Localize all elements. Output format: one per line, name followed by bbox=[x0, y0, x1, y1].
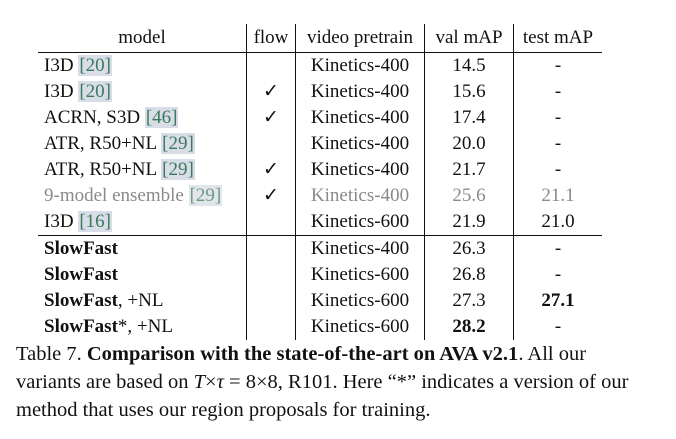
pretrain-cell: Kinetics-600 bbox=[296, 209, 425, 236]
test-map-cell: - bbox=[554, 264, 562, 285]
math-times: × bbox=[205, 371, 217, 393]
model-name: SlowFast bbox=[44, 290, 118, 311]
table-row bbox=[38, 314, 602, 340]
model-suffix: *, +NL bbox=[117, 316, 173, 337]
header-video-pretrain: video pretrain bbox=[296, 24, 425, 53]
test-map-cell: 21.0 bbox=[541, 211, 575, 232]
flow-checkmark: ✓ bbox=[247, 157, 296, 183]
model-name: ATR, R50+NL bbox=[44, 133, 162, 154]
test-map-cell: - bbox=[554, 133, 562, 154]
citation-link[interactable]: [46] bbox=[145, 107, 178, 128]
model-name: I3D bbox=[44, 81, 79, 102]
header-flow: flow bbox=[247, 24, 296, 53]
table-row bbox=[38, 131, 602, 157]
test-map-cell: - bbox=[554, 55, 562, 76]
model-cell bbox=[38, 53, 247, 80]
pretrain-cell: Kinetics-600 bbox=[296, 314, 425, 340]
model-cell bbox=[38, 79, 247, 105]
table-caption bbox=[16, 340, 656, 424]
model-name: SlowFast bbox=[44, 264, 118, 285]
test-map-cell: - bbox=[554, 107, 562, 128]
header-val-map: val mAP bbox=[425, 24, 514, 53]
val-map-cell: 15.6 bbox=[425, 79, 514, 105]
val-map-cell: 20.0 bbox=[425, 131, 514, 157]
flow-cell bbox=[247, 314, 296, 340]
flow-checkmark: ✓ bbox=[247, 183, 296, 209]
table-row bbox=[38, 288, 602, 314]
test-map-cell: - bbox=[554, 316, 562, 337]
flow-cell bbox=[247, 131, 296, 157]
model-cell bbox=[38, 288, 247, 314]
val-map-cell: 17.4 bbox=[425, 105, 514, 131]
pretrain-cell: Kinetics-400 bbox=[296, 131, 425, 157]
results-table bbox=[38, 24, 602, 340]
model-cell bbox=[38, 209, 247, 236]
val-map-cell: 26.8 bbox=[425, 262, 514, 288]
test-map-cell: - bbox=[554, 81, 562, 102]
model-name: I3D bbox=[44, 55, 79, 76]
model-cell bbox=[38, 157, 247, 183]
caption-title: Comparison with the state-of-the-art on AVA v2.1 bbox=[86, 343, 519, 365]
citation-link[interactable]: [29] bbox=[189, 185, 222, 206]
citation-link[interactable]: [29] bbox=[162, 159, 194, 180]
model-cell bbox=[38, 262, 247, 288]
model-cell bbox=[38, 183, 247, 209]
model-name: I3D bbox=[44, 211, 79, 232]
pretrain-cell: Kinetics-600 bbox=[296, 288, 425, 314]
table-row bbox=[38, 105, 602, 131]
table-row bbox=[38, 157, 602, 183]
flow-checkmark: ✓ bbox=[247, 79, 296, 105]
pretrain-cell: Kinetics-400 bbox=[296, 79, 425, 105]
flow-cell bbox=[247, 209, 296, 236]
val-map-cell: 21.9 bbox=[425, 209, 514, 236]
header-test-map: test mAP bbox=[514, 24, 603, 53]
val-map-cell: 26.3 bbox=[425, 236, 514, 263]
model-cell bbox=[38, 314, 247, 340]
test-map-cell: - bbox=[554, 159, 562, 180]
model-name: 9-model ensemble bbox=[44, 185, 189, 206]
model-name: ACRN, S3D bbox=[44, 107, 145, 128]
caption-text: . All our variants are based on bbox=[16, 343, 587, 393]
model-cell bbox=[38, 236, 247, 263]
flow-cell bbox=[247, 288, 296, 314]
flow-cell bbox=[247, 53, 296, 80]
table-row bbox=[38, 183, 602, 209]
val-map-cell: 21.7 bbox=[425, 157, 514, 183]
pretrain-cell: Kinetics-400 bbox=[296, 53, 425, 80]
flow-cell bbox=[247, 262, 296, 288]
caption-text-2: = 8×8, R101. Here “*” indicates a version of our method that uses our region proposals for training. bbox=[16, 371, 629, 421]
model-name: ATR, R50+NL bbox=[44, 159, 162, 180]
flow-checkmark: ✓ bbox=[247, 105, 296, 131]
val-map-cell: 14.5 bbox=[425, 53, 514, 80]
pretrain-cell: Kinetics-600 bbox=[296, 262, 425, 288]
val-map-cell: 25.6 bbox=[425, 183, 514, 209]
flow-cell bbox=[247, 236, 296, 263]
header-row bbox=[38, 24, 602, 53]
model-suffix: , +NL bbox=[117, 290, 164, 311]
citation-link[interactable]: [20] bbox=[79, 81, 111, 102]
val-map-cell-best: 28.2 bbox=[425, 314, 514, 340]
test-map-cell: 21.1 bbox=[541, 185, 575, 206]
val-map-cell: 27.3 bbox=[425, 288, 514, 314]
pretrain-cell: Kinetics-400 bbox=[296, 236, 425, 263]
citation-link[interactable]: [29] bbox=[162, 133, 194, 154]
table-row bbox=[38, 209, 602, 236]
header-model: model bbox=[38, 24, 247, 53]
pretrain-cell: Kinetics-400 bbox=[296, 105, 425, 131]
citation-link[interactable]: [20] bbox=[79, 55, 111, 76]
pretrain-cell: Kinetics-400 bbox=[296, 183, 425, 209]
model-name: SlowFast bbox=[44, 316, 118, 337]
model-cell bbox=[38, 131, 247, 157]
math-tau: τ bbox=[216, 371, 224, 393]
table-row bbox=[38, 79, 602, 105]
test-map-cell: - bbox=[514, 236, 603, 263]
pretrain-cell: Kinetics-400 bbox=[296, 157, 425, 183]
model-cell bbox=[38, 105, 247, 131]
table-row bbox=[38, 53, 602, 80]
model-name: SlowFast bbox=[44, 238, 118, 259]
citation-link[interactable]: [16] bbox=[79, 211, 111, 232]
math-t: T bbox=[193, 371, 205, 393]
test-map-cell-best: 27.1 bbox=[541, 290, 575, 311]
caption-label: Table 7. bbox=[16, 343, 87, 365]
table-row bbox=[38, 236, 602, 263]
table-row bbox=[38, 262, 602, 288]
